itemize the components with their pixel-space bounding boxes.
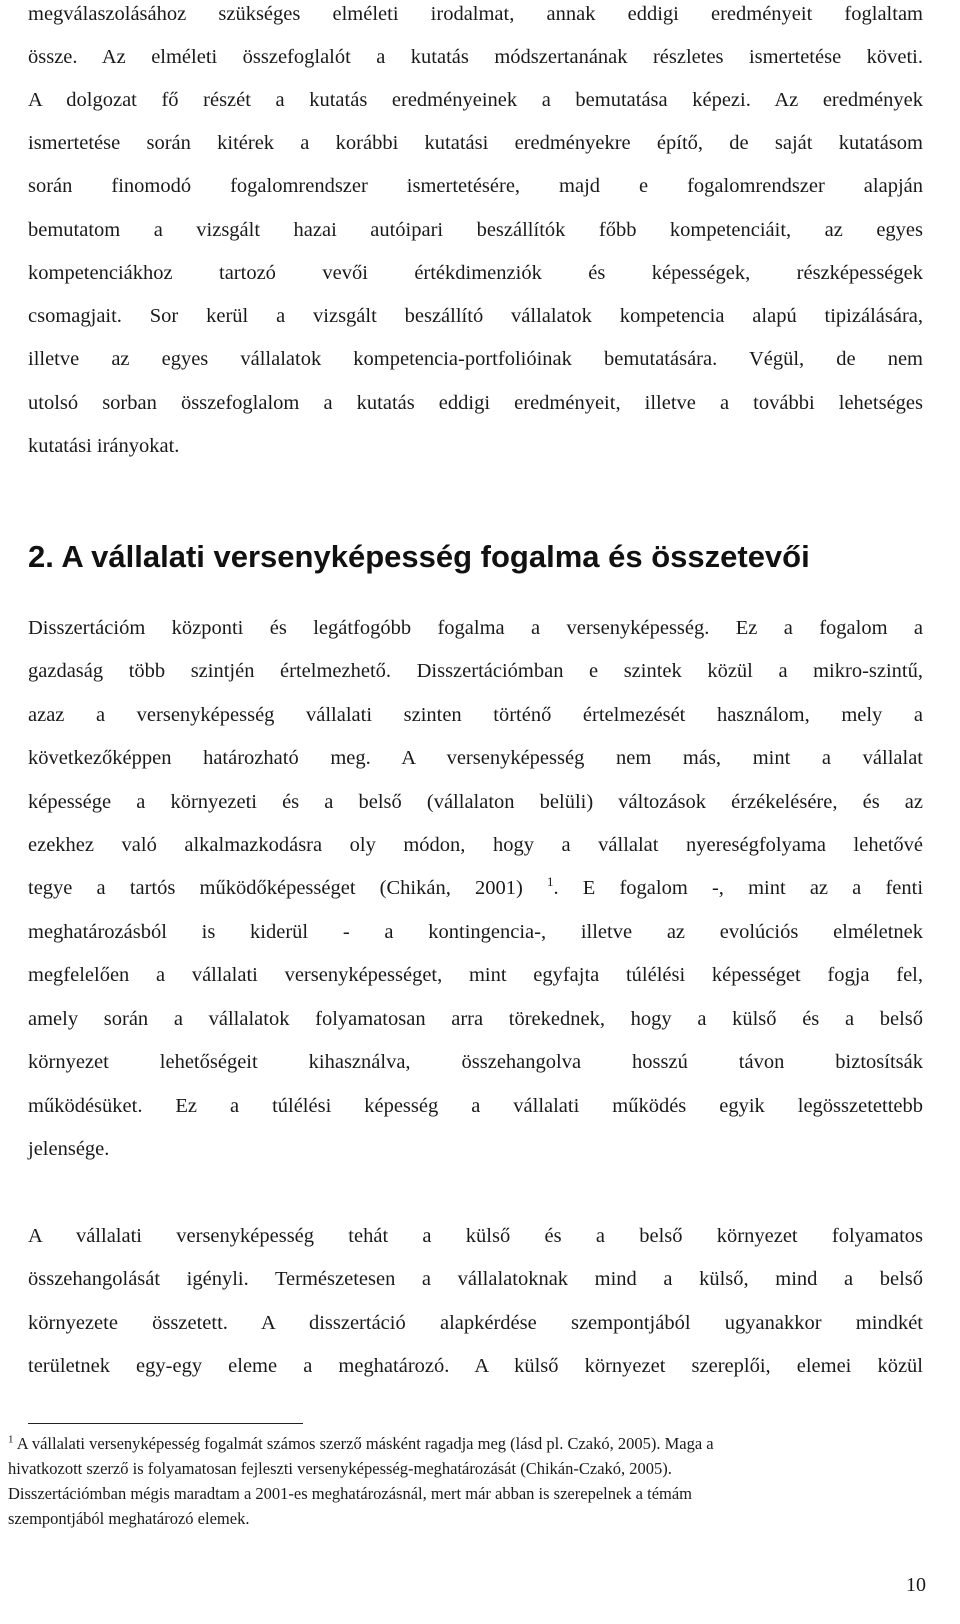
paragraph-1-line: során finomodó fogalomrendszer ismertetésére, majd e fogalomrendszer alapján bbox=[28, 175, 923, 197]
paragraph-2-line: következőképpen határozható meg. A versenyképesség nem más, mint a vállalat bbox=[28, 747, 923, 769]
paragraph-2-line: működésüket. Ez a túlélési képesség a vállalati működés egyik legösszetettebb bbox=[28, 1095, 923, 1117]
paragraph-1-line: A dolgozat fő részét a kutatás eredményeinek a bemutatása képezi. Az eredmények bbox=[28, 89, 923, 111]
footnote-line: Disszertációmban mégis maradtam a 2001-es meghatározásnál, mert már abban is szerepelnek a témám bbox=[8, 1484, 693, 1503]
line-text-before-ref: tegye a tartós működőképességet (Chikán, 2001) bbox=[28, 877, 523, 899]
paragraph-1-line: illetve az egyes vállalatok kompetencia-portfolióinak bemutatására. Végül, de nem bbox=[28, 348, 923, 370]
paragraph-2-line: környezet lehetőségeit kihasználva, összehangolva hosszú távon biztosítsák bbox=[28, 1051, 923, 1073]
paragraph-2-line: képessége a környezeti és a belső (vállalaton belüli) változások érzékelésére, és az bbox=[28, 791, 923, 813]
paragraph-1-line: kompetenciákhoz tartozó vevői értékdimenziók és képességek, részképességek bbox=[28, 262, 923, 284]
paragraph-1-line: csomagjait. Sor kerül a vizsgált beszállító vállalatok kompetencia alapú tipizálására, bbox=[28, 305, 923, 327]
paragraph-2-line-with-footnote-ref bbox=[28, 876, 923, 900]
paragraph-1-line: bemutatom a vizsgált hazai autóipari beszállítók főbb kompetenciáit, az egyes bbox=[28, 219, 923, 241]
footnote-line: hivatkozott szerző is folyamatosan fejleszti versenyképesség-meghatározását (Chikán-Czakó, 2005). bbox=[8, 1459, 672, 1478]
paragraph-3-line: környezete összetett. A disszertáció alapkérdése szempontjából ugyanakkor mindkét bbox=[28, 1312, 923, 1334]
paragraph-2-line: gazdaság több szintjén értelmezhető. Disszertációmban e szintek közül a mikro-szintű, bbox=[28, 660, 923, 682]
paragraph-2-line: Disszertációm központi és legátfogóbb fogalma a versenyképesség. Ez a fogalom a bbox=[28, 617, 923, 639]
paragraph-2-line: azaz a versenyképesség vállalati szinten történő értelmezését használom, mely a bbox=[28, 704, 923, 726]
paragraph-3-line: területnek egy-egy eleme a meghatározó. A külső környezet szereplői, elemei közül bbox=[28, 1355, 923, 1377]
paragraph-2-line: ezekhez való alkalmazkodásra oly módon, hogy a vállalat nyereségfolyama lehetővé bbox=[28, 834, 923, 856]
paragraph-3-line: A vállalati versenyképesség tehát a külső és a belső környezet folyamatos bbox=[28, 1225, 923, 1247]
section-heading: 2. A vállalati versenyképesség fogalma és összetevői bbox=[28, 539, 810, 574]
paragraph-1-line: utolsó sorban összefoglalom a kutatás eddigi eredményeit, illetve a további lehetséges bbox=[28, 392, 923, 414]
line-text-after-ref: . E fogalom -, mint az a fenti bbox=[553, 877, 924, 899]
paragraph-1-line: ismertetése során kitérek a korábbi kutatási eredményekre építő, de saját kutatásom bbox=[28, 132, 923, 154]
footnote-marker: 1 bbox=[8, 1433, 14, 1446]
footnote-text: A vállalati versenyképesség fogalmát számos szerző másként ragadja meg (lásd pl. Czakó, 2005). Maga a bbox=[13, 1434, 714, 1453]
paragraph-2-line: amely során a vállalatok folyamatosan arra törekednek, hogy a külső és a belső bbox=[28, 1008, 923, 1030]
paragraph-3-line: összehangolását igényli. Természetesen a vállalatoknak mind a külső, mind a belső bbox=[28, 1268, 923, 1290]
paragraph-2-line: meghatározásból is kiderül - a kontingencia-, illetve az evolúciós elméletnek bbox=[28, 921, 923, 943]
footnote-line: szempontjából meghatározó elemek. bbox=[8, 1509, 250, 1528]
footnote-reference[interactable]: 1 bbox=[547, 874, 554, 890]
page-number: 10 bbox=[906, 1574, 926, 1596]
paragraph-1-line: össze. Az elméleti összefoglalót a kutatás módszertanának részletes ismertetése követi. bbox=[28, 46, 923, 68]
paragraph-2-line: jelensége. bbox=[28, 1138, 110, 1160]
footnote-separator bbox=[28, 1423, 303, 1424]
paragraph-1-line: kutatási irányokat. bbox=[28, 435, 180, 457]
paragraph-2-line: megfelelően a vállalati versenyképességet, mint egyfajta túlélési képességet fogja fel, bbox=[28, 964, 923, 986]
paragraph-1-line: megválaszolásához szükséges elméleti irodalmat, annak eddigi eredményeit foglaltam bbox=[28, 3, 923, 25]
footnote-line bbox=[8, 1434, 908, 1454]
